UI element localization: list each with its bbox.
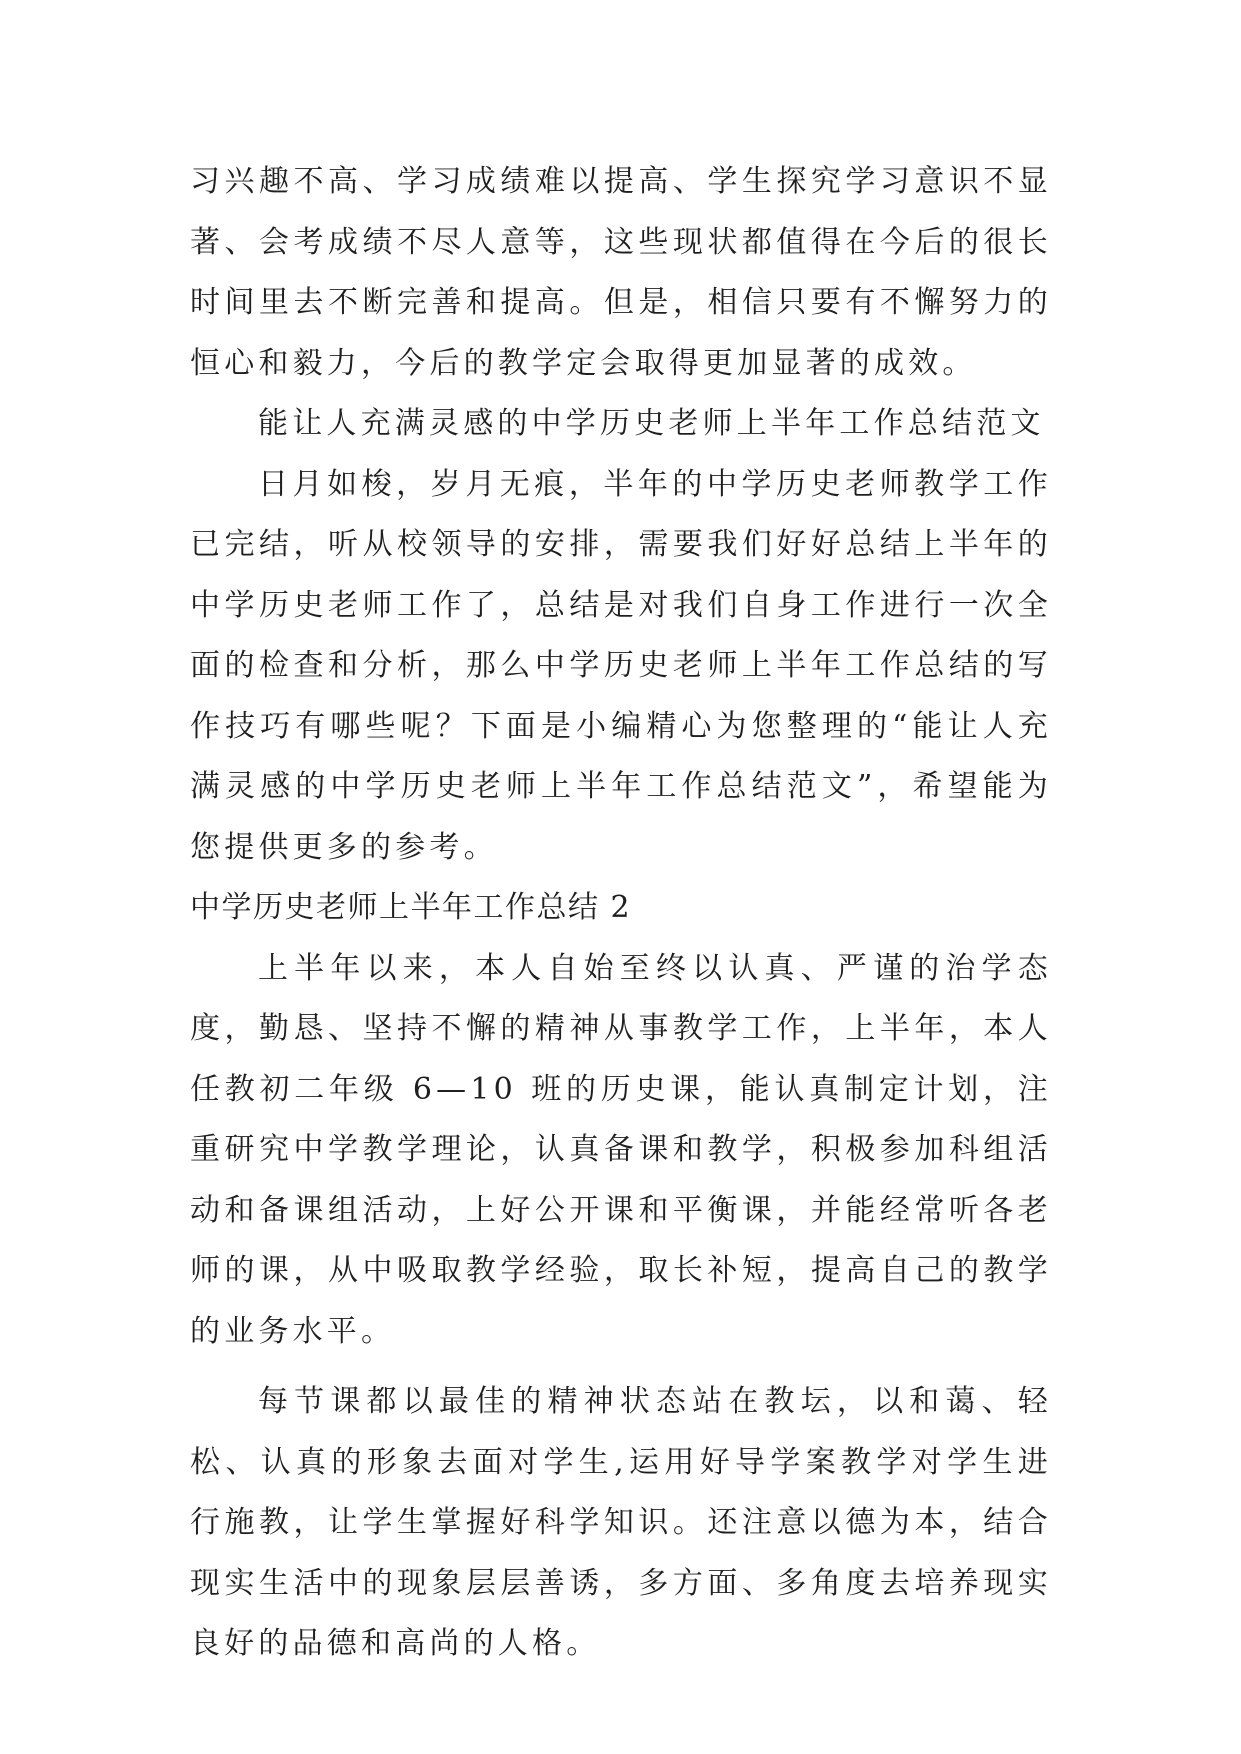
- paragraph-continuation: 习兴趣不高、学习成绩难以提高、学生探究学习意识不显著、会考成绩不尽人意等，这些现状都值得在今后的很长时间里去不断完善和提高。但是，相信只要有不懈努力的恒心和毅力，今后的教学定会取得更加显著的成效。: [190, 164, 1052, 381]
- section-heading: 中学历史老师上半年工作总结 2: [190, 890, 632, 925]
- document-body: [190, 152, 1052, 1675]
- article-title: 能让人充满灵感的中学历史老师上半年工作总结范文: [258, 406, 1045, 441]
- paragraph-intro: 日月如梭，岁月无痕，半年的中学历史老师教学工作已完结，听从校领导的安排，需要我们好好总结上半年的中学历史老师工作了，总结是对我们自身工作进行一次全面的检查和分析，那么中学历史老师上半年工作总结的写作技巧有哪些呢？下面是小编精心为您整理的“能让人充满灵感的中学历史老师上半年工作总结范文”，希望能为您提供更多的参考。: [190, 466, 1052, 865]
- paragraph-body-2: 每节课都以最佳的精神状态站在教坛，以和蔼、轻松、认真的形象去面对学生,运用好导学案教学对学生进行施教，让学生掌握好科学知识。还注意以德为本，结合现实生活中的现象层层善诱，多方面、多角度去培养现实良好的品德和高尚的人格。: [190, 1384, 1052, 1661]
- paragraph-body-1: 上半年以来，本人自始至终以认真、严谨的治学态度，勤恳、坚持不懈的精神从事教学工作，上半年，本人任教初二年级 6—10 班的历史课，能认真制定计划，注重研究中学教学理论，认真备课和教学，积极参加科组活动和备课组活动，上好公开课和平衡课，并能经常听各老师的课，从中吸取教学经验，取长补短，提高自己的教学的业务水平。: [190, 950, 1052, 1349]
